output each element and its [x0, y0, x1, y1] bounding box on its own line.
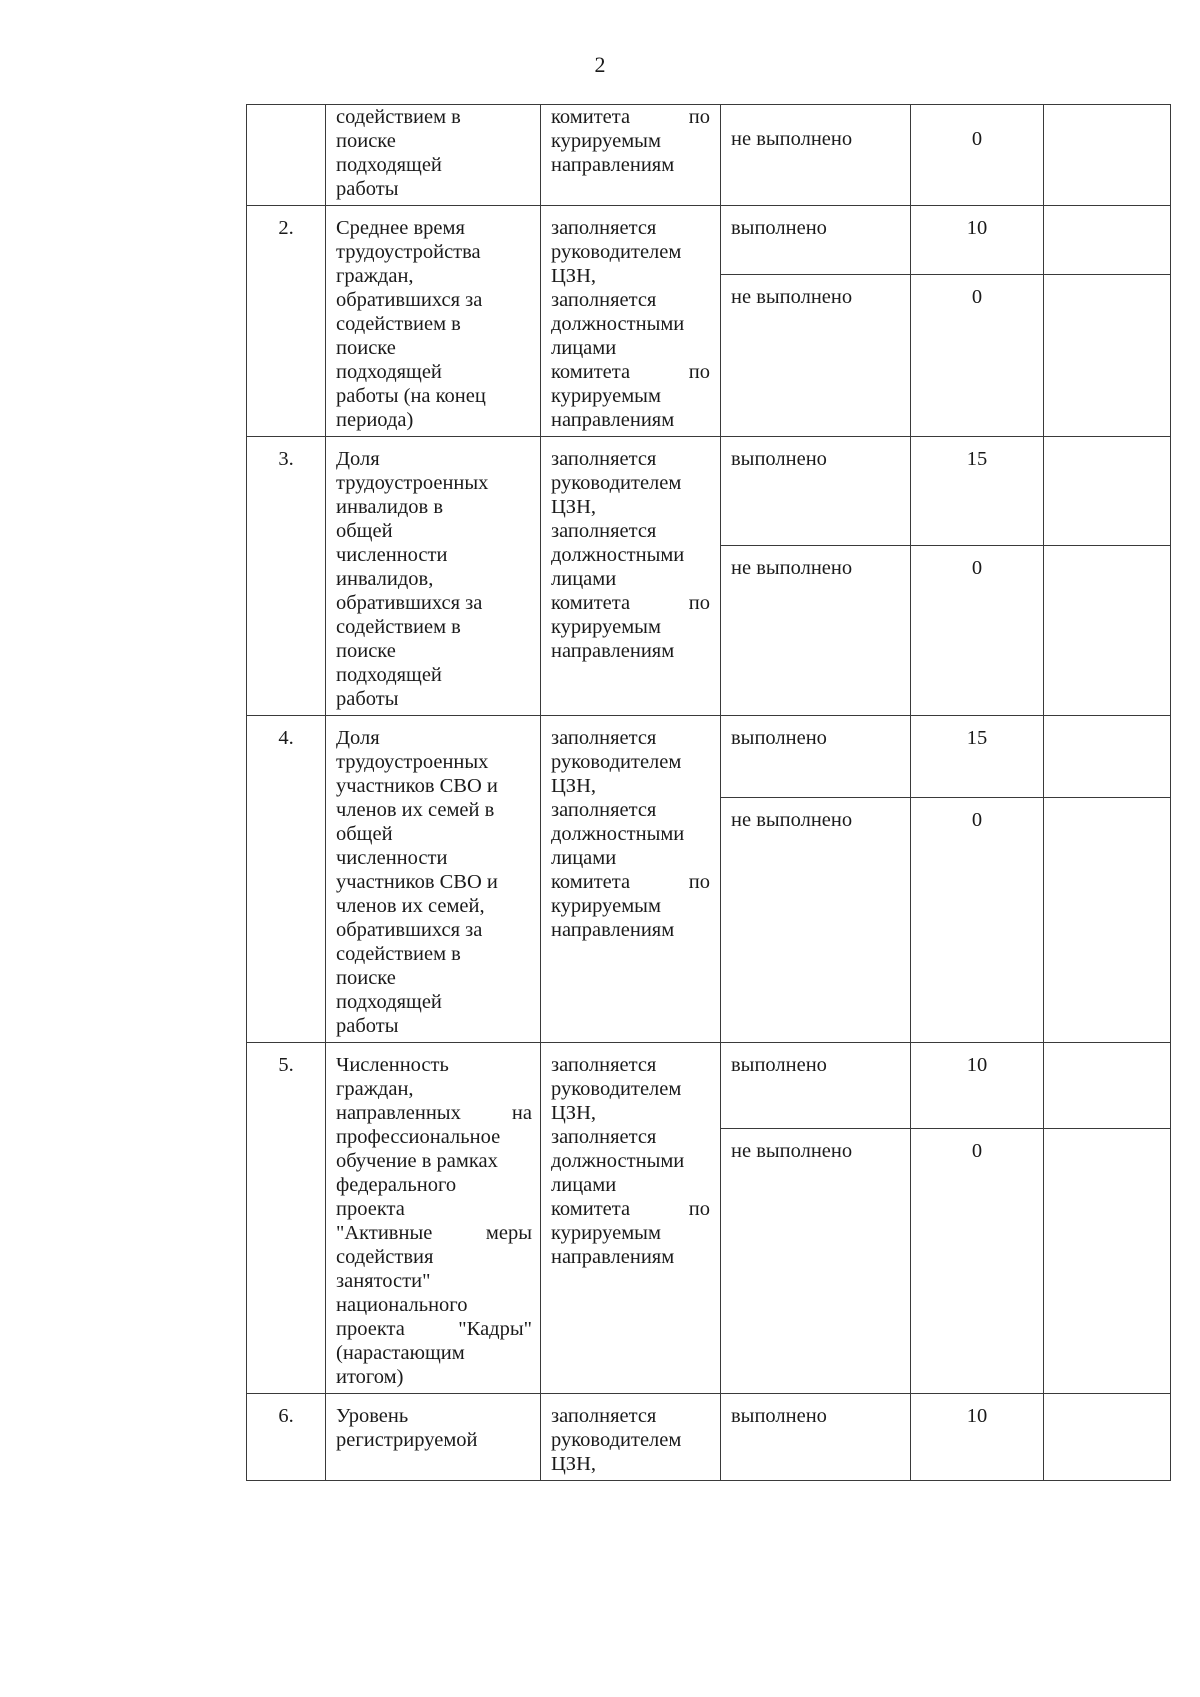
empty-cell: [1044, 546, 1171, 716]
empty-cell: [1044, 437, 1171, 546]
row-number: [247, 105, 326, 206]
responsible-line: заполняется: [551, 1126, 657, 1148]
indicator-line: "Активные меры: [336, 1222, 532, 1244]
indicator-line: поиске: [336, 337, 396, 359]
table-row: [247, 1043, 1171, 1129]
responsible-line: направлениям: [551, 640, 675, 662]
responsible-line: ЦЗН,: [551, 1453, 597, 1475]
responsible-cell: [541, 716, 721, 1043]
indicator-line: подходящей: [336, 154, 442, 176]
result-cell: выполнено: [721, 1394, 911, 1481]
page-number: 2: [594, 52, 606, 77]
result-cell: не выполнено: [721, 546, 911, 716]
result-cell: не выполнено: [721, 1128, 911, 1393]
indicator-line: итогом): [336, 1366, 404, 1388]
indicator-line: инвалидов,: [336, 568, 434, 590]
responsible-line: должностными: [551, 313, 685, 335]
result-cell: выполнено: [721, 716, 911, 798]
result-cell: выполнено: [721, 1043, 911, 1129]
indicator-line: профессиональное: [336, 1126, 501, 1148]
indicator-line: Доля: [336, 448, 380, 470]
indicator-cell: [326, 1043, 541, 1394]
responsible-line: должностными: [551, 544, 685, 566]
empty-cell: [1044, 206, 1171, 275]
indicator-line: Уровень: [336, 1405, 409, 1427]
empty-cell: [1044, 1394, 1171, 1481]
responsible-line: руководителем: [551, 751, 682, 773]
indicator-line: обратившихся за: [336, 289, 483, 311]
indicator-line: обратившихся за: [336, 919, 483, 941]
row-number: 6.: [247, 1394, 326, 1481]
responsible-line: заполняется: [551, 217, 657, 239]
indicator-line: обучение в рамках: [336, 1150, 498, 1172]
responsible-line: комитета по: [551, 1198, 710, 1220]
row-number: 4.: [247, 716, 326, 1043]
responsible-line: лицами: [551, 337, 617, 359]
indicator-line: регистрируемой: [336, 1429, 478, 1451]
responsible-line: лицами: [551, 1174, 617, 1196]
indicator-line: обратившихся за: [336, 592, 483, 614]
points-cell: 10: [911, 206, 1044, 275]
indicator-line: содействием в: [336, 616, 461, 638]
points-cell: 15: [911, 716, 1044, 798]
indicator-line: численности: [336, 544, 448, 566]
row-number: 5.: [247, 1043, 326, 1394]
points-cell: 10: [911, 1043, 1044, 1129]
table-row: [247, 105, 1171, 206]
responsible-cell: [541, 1043, 721, 1394]
responsible-line: курируемым: [551, 895, 661, 917]
indicator-cell: [326, 437, 541, 716]
indicator-line: подходящей: [336, 664, 442, 686]
indicator-line: периода): [336, 409, 414, 431]
indicator-line: поиске: [336, 640, 396, 662]
indicator-line: Доля: [336, 727, 380, 749]
table-row: [247, 1394, 1171, 1481]
points-cell: 0: [911, 105, 1044, 206]
indicator-line: подходящей: [336, 361, 442, 383]
indicator-line: участников СВО и: [336, 775, 498, 797]
indicator-line: численности: [336, 847, 448, 869]
responsible-line: курируемым: [551, 616, 661, 638]
empty-cell: [1044, 716, 1171, 798]
responsible-line: заполняется: [551, 520, 657, 542]
indicator-line: содействием в: [336, 106, 461, 128]
indicator-cell: [326, 105, 541, 206]
result-cell: не выполнено: [721, 797, 911, 1042]
points-cell: 0: [911, 1128, 1044, 1393]
indicator-line: работы (на конец: [336, 385, 486, 407]
indicator-line: занятости": [336, 1270, 431, 1292]
responsible-line: заполняется: [551, 1054, 657, 1076]
responsible-line: комитета по: [551, 592, 710, 614]
indicator-line: проекта "Кадры": [336, 1318, 532, 1340]
responsible-line: заполняется: [551, 289, 657, 311]
responsible-line: ЦЗН,: [551, 775, 597, 797]
indicator-line: трудоустроенных: [336, 751, 489, 773]
responsible-line: заполняется: [551, 799, 657, 821]
points-cell: 15: [911, 437, 1044, 546]
indicator-line: федерального: [336, 1174, 457, 1196]
responsible-line: направлениям: [551, 154, 675, 176]
indicator-line: работы: [336, 688, 399, 710]
responsible-line: ЦЗН,: [551, 265, 597, 287]
indicator-line: содействия: [336, 1246, 434, 1268]
indicator-line: работы: [336, 1015, 399, 1037]
indicator-line: (нарастающим: [336, 1342, 465, 1364]
indicator-cell: [326, 1394, 541, 1481]
empty-cell: [1044, 274, 1171, 436]
responsible-line: должностными: [551, 1150, 685, 1172]
indicator-line: инвалидов в: [336, 496, 443, 518]
indicator-line: поиске: [336, 967, 396, 989]
responsible-cell: [541, 206, 721, 437]
indicator-line: общей: [336, 520, 393, 542]
empty-cell: [1044, 105, 1171, 206]
result-cell: не выполнено: [721, 274, 911, 436]
responsible-line: заполняется: [551, 727, 657, 749]
responsible-line: направлениям: [551, 919, 675, 941]
responsible-line: заполняется: [551, 1405, 657, 1427]
points-cell: 0: [911, 274, 1044, 436]
indicator-line: участников СВО и: [336, 871, 498, 893]
responsible-line: заполняется: [551, 448, 657, 470]
indicator-line: содействием в: [336, 943, 461, 965]
empty-cell: [1044, 797, 1171, 1042]
responsible-line: лицами: [551, 847, 617, 869]
indicator-line: граждан,: [336, 1078, 414, 1100]
indicator-line: трудоустроенных: [336, 472, 489, 494]
row-number: 3.: [247, 437, 326, 716]
result-cell: не выполнено: [721, 105, 911, 206]
indicator-line: Численность: [336, 1054, 449, 1076]
responsible-cell: [541, 1394, 721, 1481]
indicator-line: работы: [336, 178, 399, 200]
empty-cell: [1044, 1043, 1171, 1129]
table-row: [247, 437, 1171, 546]
responsible-line: руководителем: [551, 1429, 682, 1451]
responsible-line: курируемым: [551, 130, 661, 152]
responsible-line: комитета по: [551, 871, 710, 893]
indicator-cell: [326, 206, 541, 437]
table-row: [247, 206, 1171, 275]
indicator-line: направленных на: [336, 1102, 532, 1124]
responsible-cell: [541, 437, 721, 716]
responsible-cell: [541, 105, 721, 206]
responsible-line: лицами: [551, 568, 617, 590]
responsible-line: курируемым: [551, 385, 661, 407]
responsible-line: курируемым: [551, 1222, 661, 1244]
indicator-line: содействием в: [336, 313, 461, 335]
responsible-line: направлениям: [551, 409, 675, 431]
responsible-line: направлениям: [551, 1246, 675, 1268]
responsible-line: руководителем: [551, 472, 682, 494]
responsible-line: комитета по: [551, 106, 710, 128]
indicator-line: Среднее время: [336, 217, 465, 239]
indicator-line: проекта: [336, 1198, 405, 1220]
responsible-line: ЦЗН,: [551, 496, 597, 518]
responsible-line: руководителем: [551, 1078, 682, 1100]
result-cell: выполнено: [721, 206, 911, 275]
indicator-cell: [326, 716, 541, 1043]
indicator-line: членов их семей,: [336, 895, 485, 917]
indicator-line: поиске: [336, 130, 396, 152]
result-cell: выполнено: [721, 437, 911, 546]
indicator-line: членов их семей в: [336, 799, 495, 821]
indicator-line: граждан,: [336, 265, 414, 287]
responsible-line: комитета по: [551, 361, 710, 383]
indicator-line: трудоустройства: [336, 241, 481, 263]
criteria-table: [246, 104, 1171, 1481]
indicator-line: подходящей: [336, 991, 442, 1013]
responsible-line: ЦЗН,: [551, 1102, 597, 1124]
responsible-line: руководителем: [551, 241, 682, 263]
table-row: [247, 716, 1171, 798]
indicator-line: национального: [336, 1294, 468, 1316]
points-cell: 0: [911, 797, 1044, 1042]
row-number: 2.: [247, 206, 326, 437]
empty-cell: [1044, 1128, 1171, 1393]
indicator-line: общей: [336, 823, 393, 845]
points-cell: 0: [911, 546, 1044, 716]
points-cell: 10: [911, 1394, 1044, 1481]
responsible-line: должностными: [551, 823, 685, 845]
